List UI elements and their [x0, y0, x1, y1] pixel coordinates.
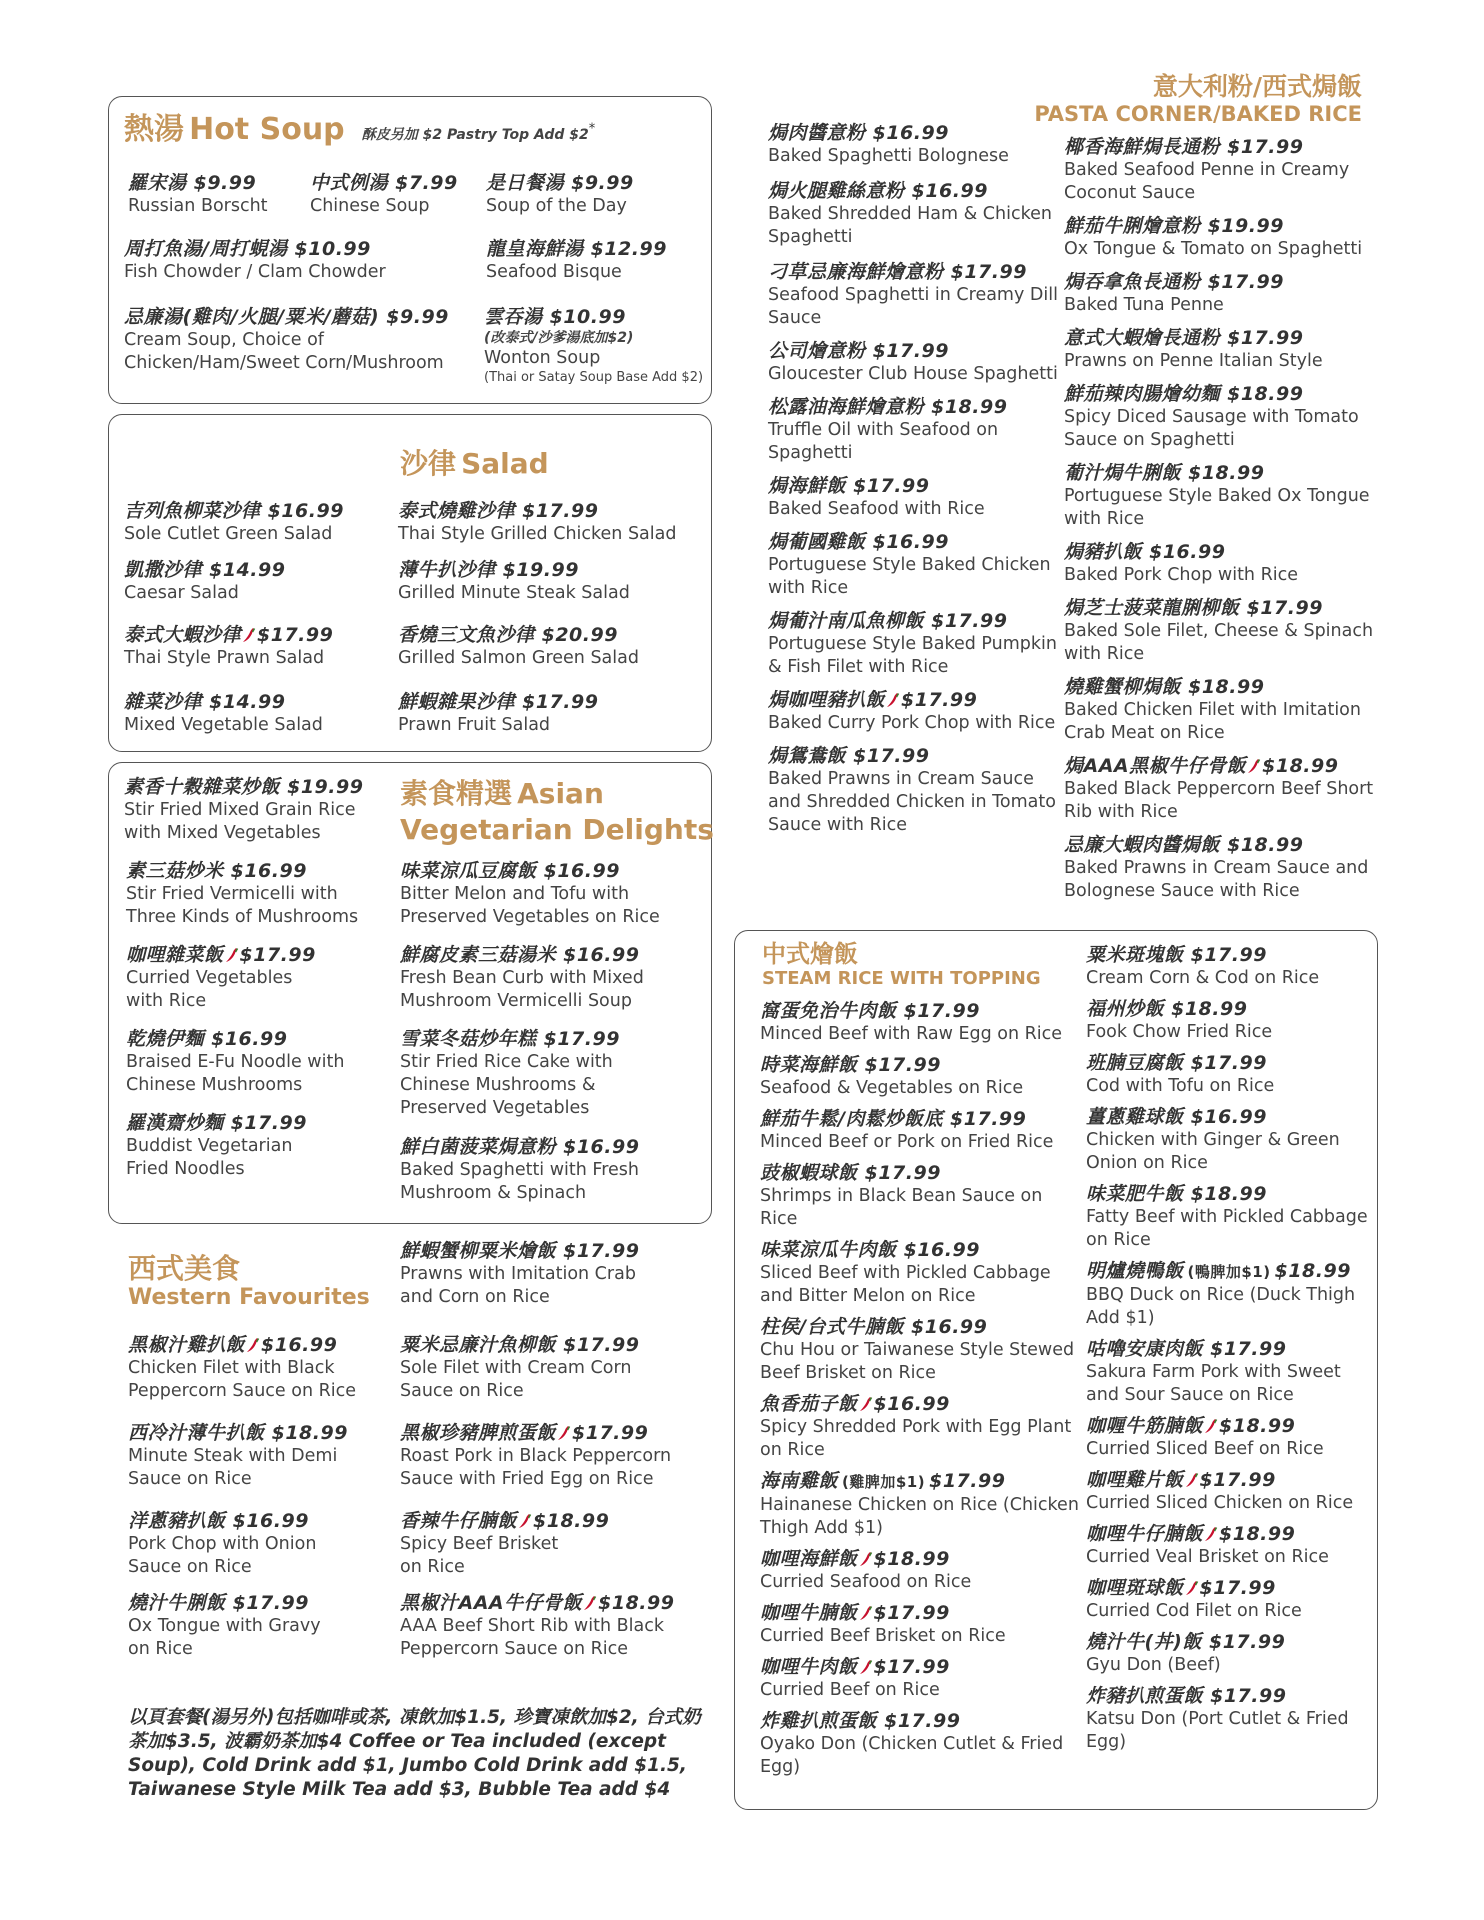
pasta-right-column	[1064, 136, 1374, 903]
menu-item	[484, 306, 704, 386]
item-name: 焗肉醬意粉 $16.99	[768, 122, 949, 144]
item-name: 咖哩雞片飯 $17.99	[1086, 1469, 1276, 1491]
menu-item	[486, 238, 696, 284]
item-desc: Thai Style Prawn Salad	[124, 648, 325, 668]
item-desc: Fook Chow Fried Rice	[1086, 1022, 1273, 1042]
item-desc: Grilled Minute Steak Salad	[398, 583, 630, 603]
item-name: 香燒三文魚沙律 $20.99	[398, 624, 618, 646]
item-desc: Baked Prawns in Cream Sauce and Bolognese Sauce with Rice	[1064, 858, 1369, 901]
menu-item	[1086, 1469, 1376, 1515]
item-desc: Portuguese Style Baked Ox Tongue with Rice	[1064, 486, 1370, 529]
item-name: 刁草忌廉海鮮燴意粉 $17.99	[768, 261, 1027, 283]
item-desc: Curried Sliced Beef on Rice	[1086, 1439, 1324, 1459]
item-sub: (Thai or Satay Soup Base Add $2)	[484, 370, 704, 385]
menu-item	[400, 1136, 660, 1205]
item-desc: Baked Curry Pork Chop with Rice	[768, 713, 1056, 733]
menu-item	[486, 172, 686, 218]
item-name: 焗咖哩豬扒飯 $17.99	[768, 689, 978, 711]
item-desc: Curried Seafood on Rice	[760, 1572, 972, 1592]
menu-item	[400, 1334, 650, 1403]
item-name: 焗葡汁南瓜魚柳飯 $17.99	[768, 610, 1008, 632]
item-desc: Stir Fried Vermicelli with Three Kinds of Mushrooms	[126, 884, 359, 927]
chili-pepper-icon	[1185, 1580, 1199, 1596]
item-desc: Cream Soup, Choice of Chicken/Ham/Sweet Corn/Mushroom	[124, 330, 444, 373]
item-name: 龍皇海鮮湯 $12.99	[486, 238, 667, 260]
menu-item	[1064, 834, 1374, 903]
item-desc: Chu Hou or Taiwanese Style Stewed Beef Brisket on Rice	[760, 1340, 1075, 1383]
item-desc: Chicken with Ginger & Green Onion on Rice	[1086, 1130, 1340, 1173]
menu-item	[1086, 1338, 1376, 1407]
pasta-title-cn: 意大利粉/西式焗飯	[1152, 72, 1362, 101]
item-desc: Russian Borscht	[128, 196, 268, 216]
item-name: 咕嚕安康肉飯 $17.99	[1086, 1338, 1287, 1360]
item-name: 公司燴意粉 $17.99	[768, 340, 949, 362]
item-name: 素三菇炒米 $16.99	[126, 860, 307, 882]
veg-heading	[400, 772, 714, 848]
item-name: 香辣牛仔腩飯 $18.99	[400, 1510, 610, 1532]
menu-item	[1086, 1052, 1376, 1098]
menu-item	[768, 396, 1058, 465]
steam-title-en: STEAM RICE WITH TOPPING	[762, 968, 1041, 989]
item-name: 焗AAA黑椒牛仔骨飯 $18.99	[1064, 755, 1339, 777]
menu-item	[760, 1239, 1080, 1308]
menu-item	[124, 500, 434, 546]
item-name: 乾燒伊麵 $16.99	[126, 1028, 288, 1050]
item-name: 味菜涼瓜豆腐飯 $16.99	[400, 860, 620, 882]
item-name: 咖哩雜菜飯 $17.99	[126, 944, 316, 966]
item-name: 焗鴛鴦飯 $17.99	[768, 745, 930, 767]
chili-pepper-icon	[557, 1425, 571, 1441]
item-name: 椰香海鮮焗長通粉 $17.99	[1064, 136, 1304, 158]
item-desc: Portuguese Style Baked Pumpkin & Fish Filet with Rice	[768, 634, 1057, 677]
item-name: 咖哩牛腩飯 $17.99	[760, 1602, 950, 1624]
menu-item	[760, 1470, 1080, 1540]
item-desc: Sliced Beef with Pickled Cabbage and Bitter Melon on Rice	[760, 1263, 1051, 1306]
asterisk-icon: *	[588, 121, 596, 137]
hot-soup-title-cn: 熱湯	[124, 112, 184, 147]
item-name: 洋蔥豬扒飯 $16.99	[128, 1510, 309, 1532]
item-desc: Curried Sliced Chicken on Rice	[1086, 1493, 1354, 1513]
item-name: 意式大蝦燴長通粉 $17.99	[1064, 327, 1304, 349]
menu-item	[768, 531, 1058, 600]
chili-pepper-icon	[1204, 1418, 1218, 1434]
menu-item	[400, 1240, 710, 1309]
menu-item	[760, 1000, 1080, 1046]
item-desc: Buddist Vegetarian Fried Noodles	[126, 1136, 293, 1179]
menu-item	[760, 1054, 1080, 1100]
item-desc: Baked Chicken Filet with Imitation Crab Meat on Rice	[1064, 700, 1361, 743]
item-name: 焗芝士菠菜龍脷柳飯 $17.99	[1064, 597, 1323, 619]
item-desc: Stir Fried Mixed Grain Rice with Mixed Vegetables	[124, 800, 356, 843]
item-name: 焗火腿雞絲意粉 $16.99	[768, 180, 988, 202]
item-name: 忌廉大蝦肉醬焗飯 $18.99	[1064, 834, 1304, 856]
veg-title-cn: 素食精選	[400, 777, 513, 810]
item-name: 焗海鮮飯 $17.99	[768, 475, 930, 497]
chili-pepper-icon	[246, 1337, 260, 1353]
item-name: 鮮蝦雜果沙律 $17.99	[398, 691, 599, 713]
item-desc: Chicken Filet with Black Peppercorn Sauce on Rice	[128, 1358, 357, 1401]
item-name: 薄牛扒沙律 $19.99	[398, 559, 579, 581]
item-note: (改泰式/沙爹湯底加$2)	[484, 330, 634, 346]
item-name: 時菜海鮮飯 $17.99	[760, 1054, 941, 1076]
item-desc: Ox Tongue with Gravy on Rice	[128, 1616, 321, 1659]
item-desc: Ox Tongue & Tomato on Spaghetti	[1064, 239, 1363, 259]
menu-item	[400, 1028, 670, 1120]
set-meal-note: 以頁套餐(湯另外)包括咖啡或茶, 凍飲加$1.5, 珍寶凍飲加$2, 台式奶茶加$3.5, 波霸奶茶加$4 Coffee or Tea included (except Soup), Cold Drink add $1, Jumbo Cold Drink add $1.5, Taiwanese Style Milk Tea add $3, Bubble Tea add $4	[128, 1707, 701, 1800]
item-desc: Fatty Beef with Pickled Cabbage on Rice	[1086, 1207, 1368, 1250]
item-desc: Minced Beef or Pork on Fried Rice	[760, 1132, 1054, 1152]
menu-item	[400, 860, 710, 929]
item-name: 羅漢齋炒麵 $17.99	[126, 1112, 307, 1134]
item-desc: BBQ Duck on Rice (Duck Thigh Add $1)	[1086, 1285, 1356, 1328]
item-name: 羅宋湯 $9.99	[128, 172, 257, 194]
item-name: 窩蛋免治牛肉飯 $17.99	[760, 1000, 980, 1022]
item-desc: Portuguese Style Baked Chicken with Rice	[768, 555, 1051, 598]
item-name: 豉椒蝦球飯 $17.99	[760, 1162, 941, 1184]
salad-title-en: Salad	[461, 447, 549, 480]
chili-pepper-icon	[242, 627, 256, 643]
salad-title-cn: 沙律	[400, 447, 457, 480]
salad-heading	[400, 442, 549, 482]
western-heading	[128, 1252, 370, 1310]
item-desc: Soup of the Day	[486, 196, 627, 216]
menu-item	[760, 1656, 1080, 1702]
menu-item	[1086, 1685, 1376, 1754]
item-name: 味菜涼瓜牛肉飯 $16.99	[760, 1239, 980, 1261]
item-desc: Seafood Bisque	[486, 262, 622, 282]
item-desc: Mixed Vegetable Salad	[124, 715, 323, 735]
pasta-heading	[1022, 72, 1362, 126]
menu-item	[124, 306, 474, 375]
item-desc: Shrimps in Black Bean Sauce on Rice	[760, 1186, 1043, 1229]
item-desc: Baked Spaghetti with Fresh Mushroom & Spinach	[400, 1160, 640, 1203]
menu-item	[128, 1510, 348, 1579]
item-name: 咖喱牛筋腩飯 $18.99	[1086, 1415, 1296, 1437]
menu-item	[760, 1393, 1080, 1462]
menu-item	[124, 624, 434, 670]
item-name: 焗葡國雞飯 $16.99	[768, 531, 949, 553]
item-desc: Prawns on Penne Italian Style	[1064, 351, 1323, 371]
item-name: 海南雞飯 (雞脾加$1) $17.99	[760, 1470, 1006, 1492]
item-name: 明爐燒鴨飯 (鴨脾加$1) $18.99	[1086, 1260, 1351, 1282]
item-desc: Curried Cod Filet on Rice	[1086, 1601, 1302, 1621]
veg-title-en1: Asian	[517, 777, 604, 810]
item-name: 葡汁焗牛脷飯 $18.99	[1064, 462, 1265, 484]
chili-pepper-icon	[859, 1605, 873, 1621]
menu-item	[1064, 271, 1374, 317]
item-name: 鮮腐皮素三菇湯米 $16.99	[400, 944, 640, 966]
chili-pepper-icon	[859, 1659, 873, 1675]
menu-item	[1086, 1183, 1376, 1252]
item-desc: Seafood Spaghetti in Creamy Dill Sauce	[768, 285, 1058, 328]
item-desc: Baked Seafood with Rice	[768, 499, 985, 519]
item-name: 黑椒珍豬脾煎蛋飯 $17.99	[400, 1422, 649, 1444]
item-name: 咖哩牛仔腩飯 $18.99	[1086, 1523, 1296, 1545]
item-name: 燒雞蟹柳焗飯 $18.99	[1064, 676, 1265, 698]
menu-item	[126, 1028, 366, 1097]
menu-item	[128, 1422, 368, 1491]
item-desc: Katsu Don (Port Cutlet & Fried Egg)	[1086, 1709, 1349, 1752]
menu-item	[398, 559, 708, 605]
item-name: 魚香茄子飯 $16.99	[760, 1393, 950, 1415]
item-desc: Baked Spaghetti Bolognese	[768, 146, 1009, 166]
item-desc: Curried Beef Brisket on Rice	[760, 1626, 1006, 1646]
item-name: 鮮白菌菠菜焗意粉 $16.99	[400, 1136, 640, 1158]
menu-item	[126, 944, 326, 1013]
item-name: 燒汁牛(丼)飯 $17.99	[1086, 1631, 1286, 1653]
menu-item	[124, 776, 394, 845]
chili-pepper-icon	[859, 1396, 873, 1412]
item-desc: Caesar Salad	[124, 583, 239, 603]
item-desc: AAA Beef Short Rib with Black Peppercorn Sauce on Rice	[400, 1616, 664, 1659]
menu-item	[768, 689, 1058, 735]
item-name: 燒汁牛脷飯 $17.99	[128, 1592, 309, 1614]
item-desc: Fresh Bean Curb with Mixed Mushroom Vermicelli Soup	[400, 968, 644, 1011]
menu-item	[1086, 1415, 1376, 1461]
chili-pepper-icon	[518, 1513, 532, 1529]
item-name: 松露油海鮮燴意粉 $18.99	[768, 396, 1008, 418]
menu-item	[1086, 1577, 1376, 1623]
item-desc: Minced Beef with Raw Egg on Rice	[760, 1024, 1063, 1044]
item-name: 班腩豆腐飯 $17.99	[1086, 1052, 1267, 1074]
item-desc: Curried Vegetables with Rice	[126, 968, 293, 1011]
pasta-title-en: PASTA CORNER/BAKED RICE	[1034, 102, 1362, 126]
menu-item	[400, 1422, 690, 1491]
menu-item	[760, 1162, 1080, 1231]
item-name: 炸豬扒煎蛋飯 $17.99	[1086, 1685, 1287, 1707]
item-desc: Gloucester Club House Spaghetti	[768, 364, 1058, 384]
item-desc: Thai Style Grilled Chicken Salad	[398, 524, 677, 544]
item-name: 泰式大蝦沙律 $17.99	[124, 624, 334, 646]
item-desc: Chinese Soup	[310, 196, 430, 216]
menu-item	[1086, 998, 1376, 1044]
item-desc: Pork Chop with Onion Sauce on Rice	[128, 1534, 317, 1577]
menu-item	[768, 475, 1058, 521]
menu-item	[1064, 597, 1374, 666]
item-desc: Baked Pork Chop with Rice	[1064, 565, 1298, 585]
item-name: 周打魚湯/周打蜆湯 $10.99	[124, 238, 371, 260]
hot-soup-heading	[124, 112, 595, 148]
item-desc: Stir Fried Rice Cake with Chinese Mushrooms & Preserved Vegetables	[400, 1052, 613, 1118]
item-name: 焗豬扒飯 $16.99	[1064, 541, 1226, 563]
item-name: 味菜肥牛飯 $18.99	[1086, 1183, 1267, 1205]
item-desc: Baked Seafood Penne in Creamy Coconut Sauce	[1064, 160, 1350, 203]
menu-item	[1086, 1631, 1376, 1677]
item-desc: Curried Veal Brisket on Rice	[1086, 1547, 1329, 1567]
menu-item	[760, 1108, 1080, 1154]
item-desc: Baked Sole Filet, Cheese & Spinach with Rice	[1064, 621, 1374, 664]
item-name: 鮮茄牛鬆/肉鬆炒飯底 $17.99	[760, 1108, 1027, 1130]
steam-left-column	[760, 1000, 1080, 1779]
item-desc: Prawns with Imitation Crab and Corn on Rice	[400, 1264, 636, 1307]
menu-item	[124, 559, 434, 605]
pasta-left-column	[768, 122, 1058, 837]
menu-item	[128, 1592, 338, 1661]
menu-item	[400, 1510, 610, 1579]
menu-item	[768, 180, 1058, 249]
item-desc: Grilled Salmon Green Salad	[398, 648, 639, 668]
menu-item	[760, 1316, 1080, 1385]
item-name: 是日餐湯 $9.99	[486, 172, 634, 194]
menu-item	[124, 691, 434, 737]
menu-item	[126, 1112, 326, 1181]
item-name: 黑椒汁AAA牛仔骨飯 $18.99	[400, 1592, 675, 1614]
menu-item	[126, 860, 386, 929]
menu-item	[398, 691, 708, 737]
menu-item	[398, 624, 708, 670]
item-name: 中式例湯 $7.99	[310, 172, 458, 194]
steam-title-cn: 中式燴飯	[762, 940, 858, 968]
menu-item	[1064, 755, 1374, 824]
veg-title-en2: Vegetarian Delights	[400, 813, 714, 846]
menu-item	[760, 1602, 1080, 1648]
menu-item	[1086, 1106, 1376, 1175]
menu-item	[310, 172, 490, 218]
item-desc: Baked Black Peppercorn Beef Short Rib with Rice	[1064, 779, 1374, 822]
menu-item	[768, 340, 1058, 386]
menu-item	[1064, 462, 1374, 531]
menu-item	[768, 261, 1058, 330]
item-name: 鮮茄牛脷燴意粉 $19.99	[1064, 215, 1284, 237]
menu-item	[400, 1592, 680, 1661]
item-desc: Oyako Don (Chicken Cutlet & Fried Egg)	[760, 1734, 1064, 1777]
menu-item	[1064, 541, 1374, 587]
item-name: 雲吞湯 $10.99	[484, 306, 626, 328]
menu-item	[768, 745, 1058, 837]
menu-item	[760, 1710, 1080, 1779]
item-name: 泰式燒雞沙律 $17.99	[398, 500, 599, 522]
item-desc: Roast Pork in Black Peppercorn Sauce with Fried Egg on Rice	[400, 1446, 672, 1489]
item-desc: Spicy Diced Sausage with Tomato Sauce on Spaghetti	[1064, 407, 1359, 450]
item-desc: Spicy Shredded Pork with Egg Plant on Rice	[760, 1417, 1072, 1460]
item-desc: Sakura Farm Pork with Sweet and Sour Sauce on Rice	[1086, 1362, 1341, 1405]
item-desc: Baked Prawns in Cream Sauce and Shredded Chicken in Tomato Sauce with Rice	[768, 769, 1056, 835]
menu-item	[768, 122, 1058, 168]
chili-pepper-icon	[859, 1551, 873, 1567]
item-name: 西冷汁薄牛扒飯 $18.99	[128, 1422, 348, 1444]
item-name: 吉列魚柳菜沙律 $16.99	[124, 500, 344, 522]
menu-item	[1064, 676, 1374, 745]
menu-item	[1086, 1523, 1376, 1569]
item-desc: Prawn Fruit Salad	[398, 715, 551, 735]
item-name: 薑蔥雞球飯 $16.99	[1086, 1106, 1267, 1128]
menu-item	[400, 944, 710, 1013]
menu-item	[398, 500, 708, 546]
menu-item	[1064, 215, 1374, 261]
chili-pepper-icon	[886, 692, 900, 708]
item-name: 咖哩斑球飯 $17.99	[1086, 1577, 1276, 1599]
steam-heading	[762, 940, 1041, 990]
western-title-cn: 西式美食	[128, 1252, 241, 1285]
menu-item	[1086, 1260, 1376, 1330]
item-desc: Spicy Beef Brisket on Rice	[400, 1534, 559, 1577]
item-desc: Baked Tuna Penne	[1064, 295, 1224, 315]
chili-pepper-icon	[225, 947, 239, 963]
western-title-en: Western Favourites	[128, 1285, 370, 1310]
item-desc: Cream Corn & Cod on Rice	[1086, 968, 1320, 988]
chili-pepper-icon	[583, 1595, 597, 1611]
item-name: 福州炒飯 $18.99	[1086, 998, 1248, 1020]
steam-right-column	[1086, 944, 1376, 1754]
menu-item	[1064, 136, 1374, 205]
menu-item	[128, 172, 308, 218]
item-desc: Bitter Melon and Tofu with Preserved Vegetables on Rice	[400, 884, 660, 927]
item-name: 雪菜冬菇炒年糕 $17.99	[400, 1028, 620, 1050]
hot-soup-title-en: Hot Soup	[189, 112, 345, 147]
item-desc: Seafood & Vegetables on Rice	[760, 1078, 1024, 1098]
item-name: 粟米斑塊飯 $17.99	[1086, 944, 1267, 966]
item-desc: Gyu Don (Beef)	[1086, 1655, 1221, 1675]
item-name: 粟米忌廉汁魚柳飯 $17.99	[400, 1334, 640, 1356]
menu-item	[124, 238, 464, 284]
item-desc: Braised E-Fu Noodle with Chinese Mushrooms	[126, 1052, 345, 1095]
pastry-note: 酥皮另加 $2 Pastry Top Add $2	[361, 127, 589, 143]
item-desc: Hainanese Chicken on Rice (Chicken Thigh Add $1)	[760, 1495, 1079, 1538]
item-desc: Cod with Tofu on Rice	[1086, 1076, 1275, 1096]
item-name: 黑椒汁雞扒飯 $16.99	[128, 1334, 338, 1356]
item-name: 忌廉湯(雞肉/火腿/粟米/蘑菇) $9.99	[124, 306, 449, 328]
item-desc: Sole Cutlet Green Salad	[124, 524, 333, 544]
item-name: 焗吞拿魚長通粉 $17.99	[1064, 271, 1284, 293]
item-desc: Truffle Oil with Seafood on Spaghetti	[768, 420, 999, 463]
menu-item	[1086, 944, 1376, 990]
item-name: 素香十穀雜菜炒飯 $19.99	[124, 776, 364, 798]
item-desc: Sole Filet with Cream Corn Sauce on Rice	[400, 1358, 632, 1401]
item-desc: Curried Beef on Rice	[760, 1680, 940, 1700]
item-name: 雜菜沙律 $14.99	[124, 691, 286, 713]
item-name: 凱撒沙律 $14.99	[124, 559, 286, 581]
item-name: 咖哩海鮮飯 $18.99	[760, 1548, 950, 1570]
menu-item	[1064, 327, 1374, 373]
item-name: 炸雞扒煎蛋飯 $17.99	[760, 1710, 961, 1732]
chili-pepper-icon	[1204, 1526, 1218, 1542]
menu-item	[768, 610, 1058, 679]
chili-pepper-icon	[1185, 1472, 1199, 1488]
menu-item	[128, 1334, 378, 1403]
menu-item	[760, 1548, 1080, 1594]
item-name: 鮮茄辣肉腸燴幼麵 $18.99	[1064, 383, 1304, 405]
item-name: 柱侯/台式牛腩飯 $16.99	[760, 1316, 988, 1338]
chili-pepper-icon	[1247, 758, 1261, 774]
item-desc: Minute Steak with Demi Sauce on Rice	[128, 1446, 338, 1489]
item-desc: Baked Shredded Ham & Chicken Spaghetti	[768, 204, 1052, 247]
item-name: 咖哩牛肉飯 $17.99	[760, 1656, 950, 1678]
item-desc: Wonton Soup	[484, 348, 601, 368]
menu-item	[1064, 383, 1374, 452]
item-desc: Fish Chowder / Clam Chowder	[124, 262, 386, 282]
item-name: 鮮蝦蟹柳粟米燴飯 $17.99	[400, 1240, 640, 1262]
